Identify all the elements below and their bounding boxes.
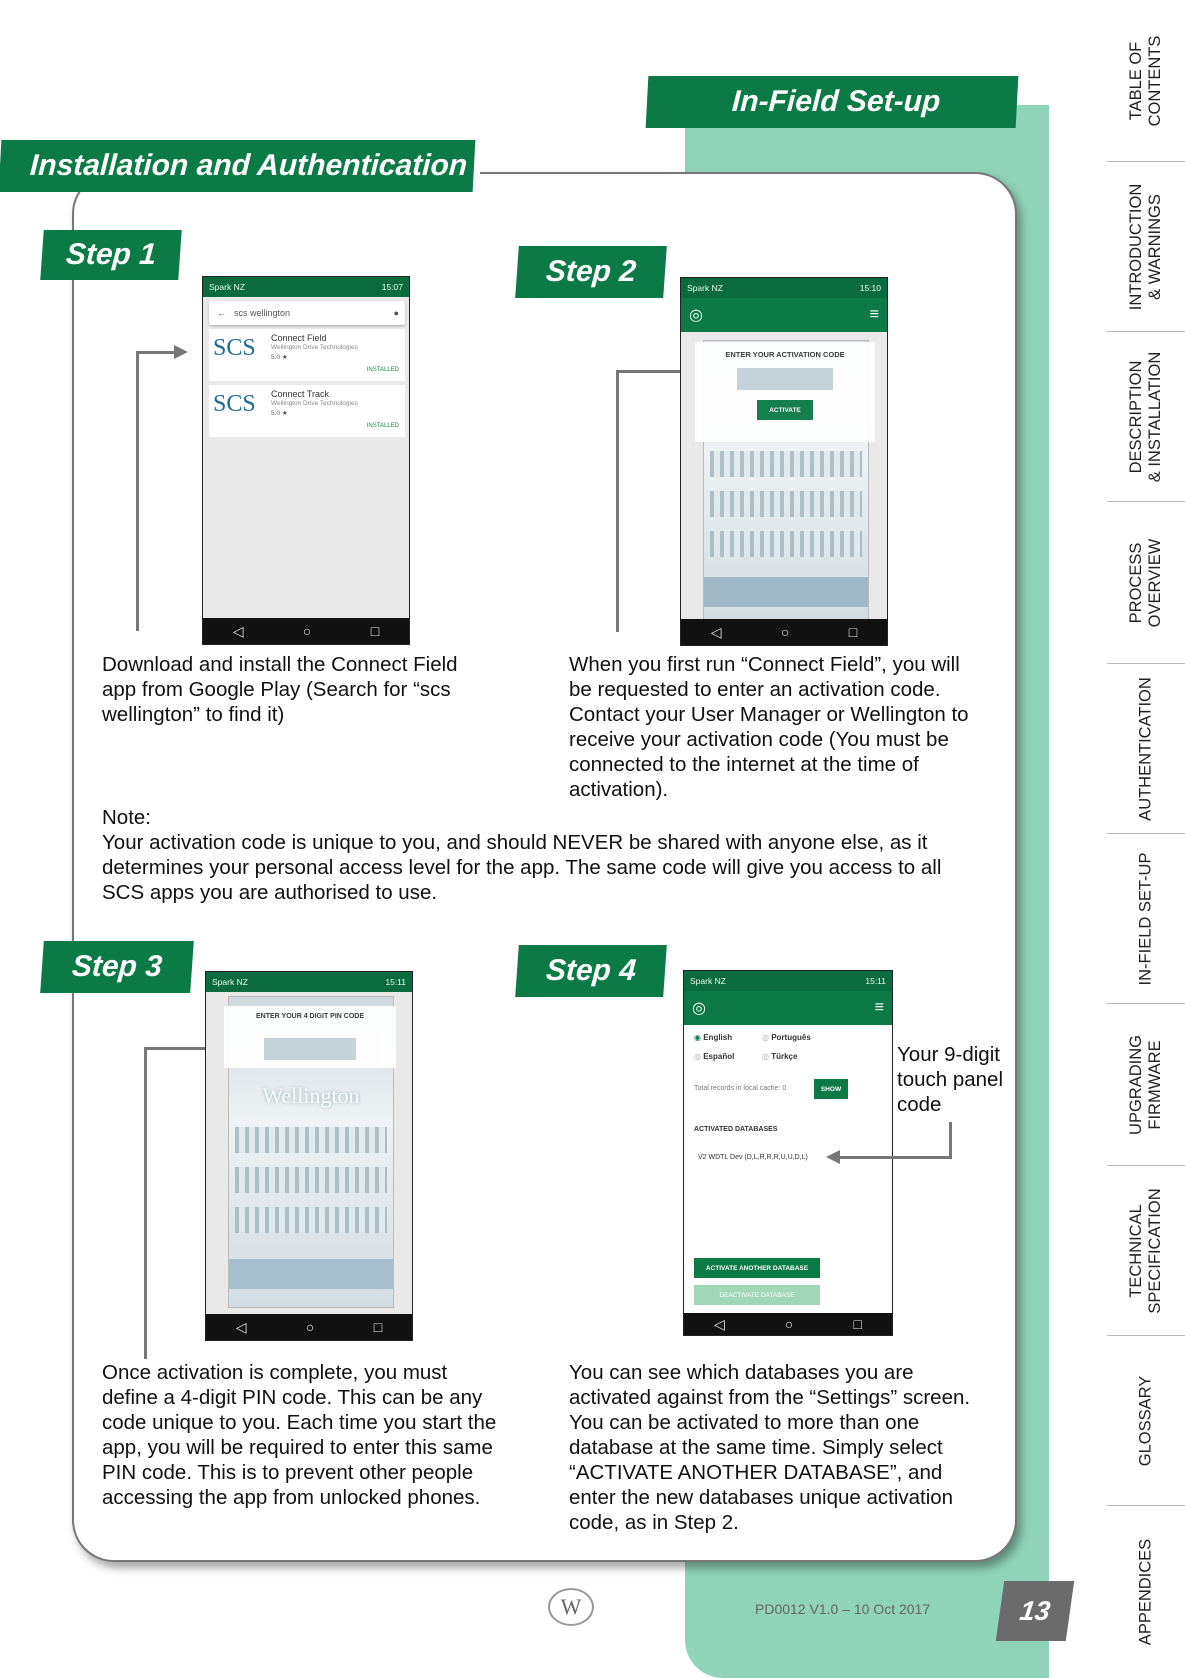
step-1-text: Download and install the Connect Field app from Google Play (Search for “scs wellington” to find it) (102, 653, 458, 726)
back-icon[interactable]: ◁ (235, 1318, 247, 1335)
android-navbar (684, 1313, 892, 1335)
page-number: 13 (996, 1581, 1074, 1641)
step-4-tag: Step 4 (515, 945, 667, 997)
home-icon[interactable]: ○ (780, 624, 790, 640)
step-4-text: You can see which databases you are activated against from the “Settings” screen. You can be activated to more than one database at the same time. Simply select “ACTIVATE ANOTHER DATABASE”, and enter the new databases unique activation code, as in Step 2. (569, 1361, 971, 1534)
step-3-text: Once activation is complete, you must define a 4-digit PIN code. This can be any code unique to you. Each time you start the app, you will be required to enter this same PIN code. This is to prevent other people accessing the app from unlocked phones. (102, 1361, 497, 1509)
deactivate-button[interactable]: DEACTIVATE DATABASE (694, 1285, 820, 1305)
arrow-icon (826, 1150, 840, 1164)
tab-table-of-contents[interactable]: TABLE OF CONTENTS (1107, 0, 1185, 162)
tab-introduction[interactable]: INTRODUCTION & WARNINGS (1107, 162, 1185, 332)
wellington-wordmark: Wellington (262, 1083, 360, 1108)
tab-technical-specification[interactable]: TECHNICAL SPECIFICATION (1107, 1166, 1185, 1336)
phone-step-3: Spark NZ 15:11 Wellington ENTER YOUR 4 DIGIT PIN CODE ◁ ○ □ (205, 971, 413, 1341)
step-2-tag: Step 2 (515, 246, 667, 298)
callout-text: Your 9-digit touch panel code (897, 1043, 1004, 1116)
menu-icon[interactable]: ≡ (869, 306, 879, 323)
tab-process-overview[interactable]: PROCESS OVERVIEW (1107, 502, 1185, 664)
tab-authentication[interactable]: AUTHENTICATION (1107, 664, 1185, 834)
lang-english[interactable]: ◉ English (694, 1033, 733, 1042)
home-icon[interactable]: ○ (302, 623, 312, 639)
activate-another-button[interactable]: ACTIVATE ANOTHER DATABASE (694, 1258, 820, 1278)
step-1-tag: Step 1 (40, 230, 181, 280)
tab-appendices[interactable]: APPENDICES (1136, 1538, 1155, 1646)
scs-logo: SCS (213, 391, 256, 417)
android-navbar (203, 618, 409, 644)
lang-espanol[interactable]: ◎ Español (694, 1052, 735, 1061)
phone-step-2: Spark NZ 15:10 ◎ ≡ ENTER YOUR ACTIVATION CODE ACTIVATE ◁ ○ □ (680, 277, 888, 646)
phone-step-4: Spark NZ 15:11 ◎ ≡ ◉ English ◎ Português ◎ Español ◎ Türkçe Total records in local cache: 0 SHOW ACTIVATED DATABASES V2 WDTL Dev (D,L,R,R,R,U,U,D,L) ACTIVATE ANOTHER DATABASE DEACTIVATE DATABASE ◁ ○ □ (683, 970, 893, 1336)
wellington-logo: W (548, 1588, 594, 1626)
search-input[interactable]: ← scs wellington ● (209, 301, 405, 325)
database-item[interactable]: V2 WDTL Dev (D,L,R,R,R,U,U,D,L) (698, 1154, 808, 1161)
app-logo-icon: ◎ (689, 307, 703, 324)
step-2-text: When you first run “Connect Field”, you will be requested to enter an activation code. Contact your User Manager or Wellington to receive your activation code (You must be connected to the internet at the time of activation). (569, 653, 969, 801)
note-text: Your activation code is unique to you, and should NEVER be shared with anyone else, as it determines your personal access level for the app. The same code will give you access to all SCS apps you are authorised to use. (102, 831, 942, 904)
document-code: PD0012 V1.0 – 10 Oct 2017 (755, 1601, 931, 1617)
back-arrow-icon[interactable]: ← (217, 308, 226, 318)
lang-turkce[interactable]: ◎ Türkçe (762, 1052, 798, 1061)
mic-icon[interactable]: ● (393, 308, 399, 318)
back-icon[interactable]: ◁ (714, 1315, 725, 1332)
chapter-title: In-Field Set-up (731, 85, 942, 118)
activation-dialog: ENTER YOUR ACTIVATION CODE ACTIVATE (695, 342, 875, 442)
tab-glossary[interactable]: GLOSSARY (1107, 1336, 1185, 1506)
arrow-icon (174, 345, 188, 359)
recents-icon[interactable]: □ (370, 623, 380, 639)
activation-code-input[interactable] (737, 368, 833, 390)
app-logo-icon: ◎ (692, 1000, 706, 1017)
phone-step-1: Spark NZ 15:07 ← scs wellington ● SCS Connect Field Wellington Drive Technologies 5.0 ★ INSTALLED SCS Connect Track Wellington Drive Technologies 5.0 ★ INSTALLED ◁ ○ □ (202, 276, 410, 645)
result-item[interactable]: SCS Connect Field Wellington Drive Technologies 5.0 ★ INSTALLED (209, 329, 405, 381)
section-title: Installation and Authentication (29, 149, 469, 182)
back-icon[interactable]: ◁ (232, 622, 244, 639)
android-navbar (681, 619, 887, 645)
show-button[interactable]: SHOW (814, 1079, 848, 1099)
lang-portugues[interactable]: ◎ Português (762, 1033, 811, 1042)
tab-description[interactable]: DESCRIPTION & INSTALLATION (1107, 332, 1185, 502)
side-navigation (1107, 0, 1185, 1678)
note-label: Note: (102, 806, 151, 829)
menu-icon[interactable]: ≡ (874, 999, 884, 1016)
activate-button[interactable]: ACTIVATE (757, 400, 813, 420)
tab-in-field-setup[interactable]: IN-FIELD SET-UP (1107, 834, 1185, 1004)
tab-upgrading-firmware[interactable]: UPGRADING FIRMWARE (1107, 1004, 1185, 1166)
back-icon[interactable]: ◁ (710, 623, 722, 640)
step-3-tag: Step 3 (40, 941, 194, 993)
chapter-banner (646, 76, 1019, 128)
result-item[interactable]: SCS Connect Track Wellington Drive Technologies 5.0 ★ INSTALLED (209, 385, 405, 437)
pin-input[interactable] (264, 1038, 356, 1060)
section-banner (0, 140, 475, 192)
scs-logo: SCS (213, 335, 256, 361)
recents-icon[interactable]: □ (848, 624, 858, 640)
home-icon[interactable]: ○ (305, 1319, 315, 1335)
pin-dialog: ENTER YOUR 4 DIGIT PIN CODE (224, 1006, 396, 1068)
recents-icon[interactable]: □ (373, 1319, 383, 1335)
home-icon[interactable]: ○ (784, 1316, 794, 1332)
recents-icon[interactable]: □ (853, 1316, 862, 1332)
android-navbar (206, 1314, 412, 1340)
